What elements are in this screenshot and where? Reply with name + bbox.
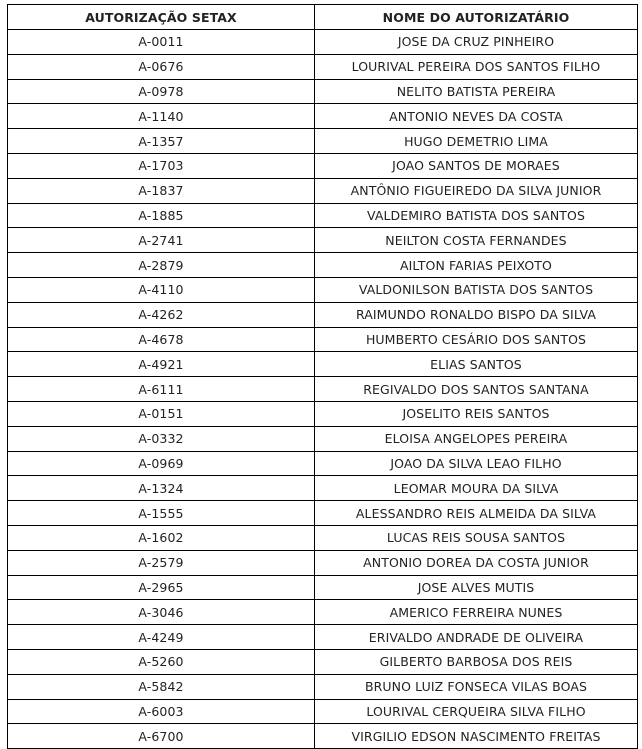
authorization-code-cell: A-4249 (8, 625, 315, 650)
holder-name-cell: ANTONIO DOREA DA COSTA JUNIOR (315, 550, 638, 575)
authorization-code-cell: A-4678 (8, 327, 315, 352)
holder-name-cell: ALESSANDRO REIS ALMEIDA DA SILVA (315, 501, 638, 526)
table-row (8, 724, 638, 749)
table-row (8, 525, 638, 550)
holder-name-cell: JOSELITO REIS SANTOS (315, 401, 638, 426)
authorization-code-cell: A-1885 (8, 203, 315, 228)
authorization-code-cell: A-6111 (8, 377, 315, 402)
holder-name-cell: AILTON FARIAS PEIXOTO (315, 253, 638, 278)
authorization-code-cell: A-0969 (8, 451, 315, 476)
authorization-code-cell: A-1602 (8, 525, 315, 550)
table-row (8, 327, 638, 352)
authorization-code-cell: A-0011 (8, 30, 315, 55)
authorization-code-cell: A-1837 (8, 178, 315, 203)
authorization-code-cell: A-5842 (8, 674, 315, 699)
holder-name-cell: LOURIVAL PEREIRA DOS SANTOS FILHO (315, 54, 638, 79)
table-row (8, 352, 638, 377)
table-row (8, 129, 638, 154)
table-row (8, 302, 638, 327)
table-row (8, 575, 638, 600)
authorization-code-cell: A-6003 (8, 699, 315, 724)
holder-name-cell: JOAO SANTOS DE MORAES (315, 153, 638, 178)
holder-name-cell: LEOMAR MOURA DA SILVA (315, 476, 638, 501)
authorization-code-cell: A-1703 (8, 153, 315, 178)
holder-name-cell: AMERICO FERREIRA NUNES (315, 600, 638, 625)
holder-name-cell: LOURIVAL CERQUEIRA SILVA FILHO (315, 699, 638, 724)
authorization-code-cell: A-0676 (8, 54, 315, 79)
table-row (8, 600, 638, 625)
authorization-code-cell: A-0978 (8, 79, 315, 104)
holder-name-cell: JOAO DA SILVA LEAO FILHO (315, 451, 638, 476)
holder-name-cell: VALDEMIRO BATISTA DOS SANTOS (315, 203, 638, 228)
authorization-code-cell: A-4262 (8, 302, 315, 327)
table-row (8, 277, 638, 302)
holder-name-cell: GILBERTO BARBOSA DOS REIS (315, 649, 638, 674)
holder-name-cell: RAIMUNDO RONALDO BISPO DA SILVA (315, 302, 638, 327)
authorization-code-cell: A-3046 (8, 600, 315, 625)
header-holder-name: NOME DO AUTORIZATÁRIO (315, 5, 638, 30)
authorization-code-cell: A-0332 (8, 426, 315, 451)
table-row (8, 54, 638, 79)
authorization-code-cell: A-2965 (8, 575, 315, 600)
holder-name-cell: VALDONILSON BATISTA DOS SANTOS (315, 277, 638, 302)
table-row (8, 426, 638, 451)
table-row (8, 79, 638, 104)
table-row (8, 203, 638, 228)
authorization-code-cell: A-2879 (8, 253, 315, 278)
table-body (8, 30, 638, 749)
table-row (8, 104, 638, 129)
holder-name-cell: BRUNO LUIZ FONSECA VILAS BOAS (315, 674, 638, 699)
holder-name-cell: ANTONIO NEVES DA COSTA (315, 104, 638, 129)
holder-name-cell: JOSE DA CRUZ PINHEIRO (315, 30, 638, 55)
holder-name-cell: LUCAS REIS SOUSA SANTOS (315, 525, 638, 550)
table-row (8, 451, 638, 476)
table-row (8, 625, 638, 650)
holder-name-cell: NEILTON COSTA FERNANDES (315, 228, 638, 253)
authorization-code-cell: A-6700 (8, 724, 315, 749)
authorization-table (7, 4, 638, 749)
holder-name-cell: ERIVALDO ANDRADE DE OLIVEIRA (315, 625, 638, 650)
table-header-row (8, 5, 638, 30)
authorization-code-cell: A-1140 (8, 104, 315, 129)
header-authorization: AUTORIZAÇÃO SETAX (8, 5, 315, 30)
table-row (8, 550, 638, 575)
authorization-code-cell: A-1357 (8, 129, 315, 154)
table-row (8, 178, 638, 203)
table-row (8, 699, 638, 724)
table-row (8, 228, 638, 253)
authorization-code-cell: A-0151 (8, 401, 315, 426)
holder-name-cell: HUMBERTO CESÁRIO DOS SANTOS (315, 327, 638, 352)
table-row (8, 401, 638, 426)
holder-name-cell: JOSE ALVES MUTIS (315, 575, 638, 600)
holder-name-cell: HUGO DEMETRIO LIMA (315, 129, 638, 154)
table-row (8, 377, 638, 402)
authorization-code-cell: A-4110 (8, 277, 315, 302)
authorization-code-cell: A-5260 (8, 649, 315, 674)
holder-name-cell: VIRGILIO EDSON NASCIMENTO FREITAS (315, 724, 638, 749)
table-row (8, 253, 638, 278)
holder-name-cell: ELIAS SANTOS (315, 352, 638, 377)
table-row (8, 30, 638, 55)
table-row (8, 153, 638, 178)
authorization-code-cell: A-4921 (8, 352, 315, 377)
holder-name-cell: REGIVALDO DOS SANTOS SANTANA (315, 377, 638, 402)
table-row (8, 649, 638, 674)
authorization-code-cell: A-1324 (8, 476, 315, 501)
holder-name-cell: ANTÔNIO FIGUEIREDO DA SILVA JUNIOR (315, 178, 638, 203)
authorization-code-cell: A-2741 (8, 228, 315, 253)
authorization-code-cell: A-2579 (8, 550, 315, 575)
table-row (8, 674, 638, 699)
authorization-code-cell: A-1555 (8, 501, 315, 526)
holder-name-cell: NELITO BATISTA PEREIRA (315, 79, 638, 104)
table-row (8, 501, 638, 526)
table-row (8, 476, 638, 501)
holder-name-cell: ELOISA ANGELOPES PEREIRA (315, 426, 638, 451)
